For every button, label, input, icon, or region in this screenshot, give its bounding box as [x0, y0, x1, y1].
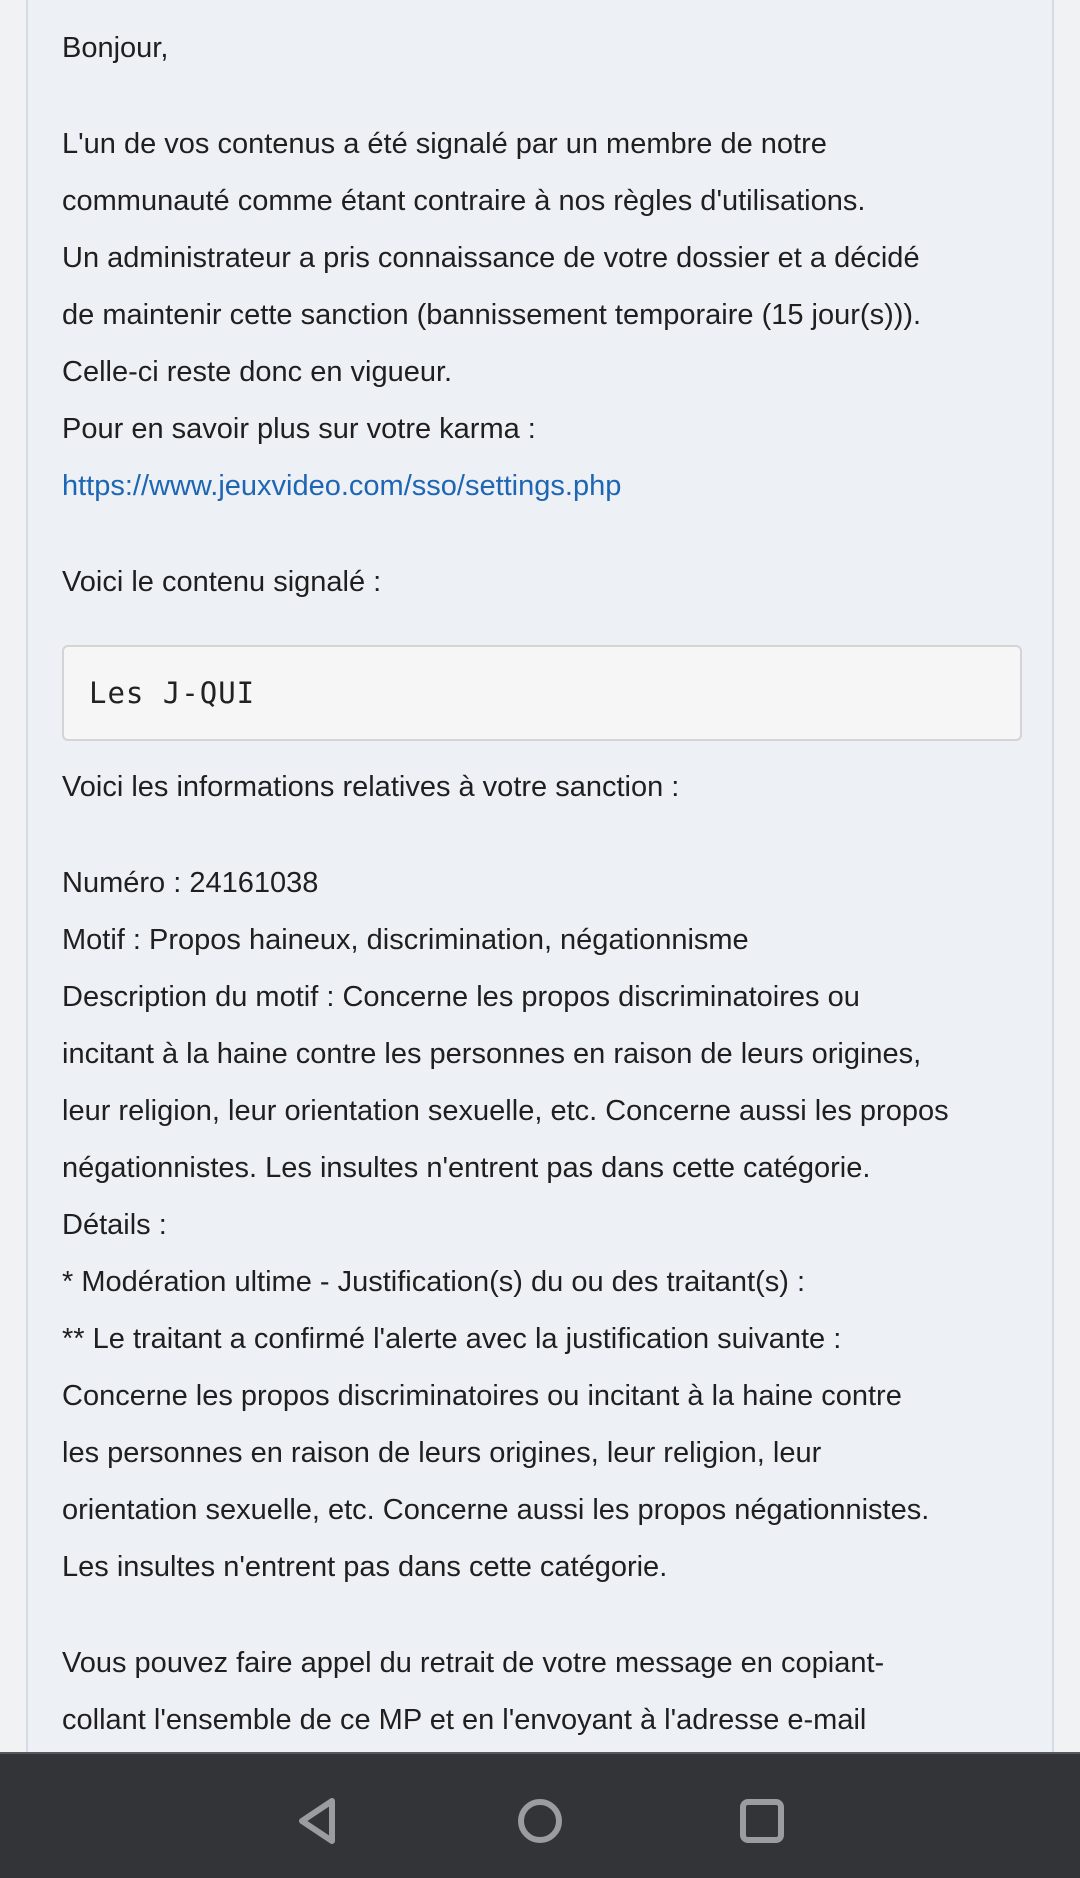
- recent-apps-button[interactable]: [717, 1776, 807, 1866]
- intro-line: Pour en savoir plus sur votre karma :: [62, 413, 536, 445]
- sanction-reason: Motif : Propos haineux, discrimination, négationnisme: [62, 924, 749, 956]
- sanction-detail-line: orientation sexuelle, etc. Concerne aussi les propos négationnistes.: [62, 1494, 930, 1526]
- sanction-description-line: négationnistes. Les insultes n'entrent pas dans cette catégorie.: [62, 1152, 871, 1184]
- spacer: [62, 816, 1052, 855]
- appeal-line: collant l'ensemble de ce MP et en l'envoyant à l'adresse e-mail: [62, 1704, 867, 1736]
- system-navigation-bar: [0, 1752, 1080, 1878]
- sanction-detail-line: * Modération ultime - Justification(s) du ou des traitant(s) :: [62, 1266, 806, 1298]
- spacer: [62, 1596, 1052, 1635]
- home-button[interactable]: [495, 1776, 585, 1866]
- sanction-number: Numéro : 24161038: [62, 867, 319, 899]
- sanction-detail-line: Concerne les propos discriminatoires ou incitant à la haine contre: [62, 1380, 902, 1412]
- intro-line: L'un de vos contenus a été signalé par un membre de notre: [62, 128, 827, 160]
- sanction-details-label: Détails :: [62, 1209, 167, 1241]
- sanction-detail-line: Les insultes n'entrent pas dans cette catégorie.: [62, 1551, 668, 1583]
- intro-line: Un administrateur a pris connaissance de votre dossier et a décidé: [62, 242, 920, 274]
- message-body: [62, 20, 1052, 1749]
- home-circle-icon: [510, 1791, 570, 1851]
- spacer: [62, 611, 1052, 645]
- spacer: [62, 515, 1052, 554]
- greeting-text: Bonjour,: [62, 32, 169, 64]
- reported-content-quote: [62, 645, 1022, 741]
- sanction-description-line: Description du motif : Concerne les propos discriminatoires ou: [62, 981, 860, 1013]
- sanction-detail-line: ** Le traitant a confirmé l'alerte avec la justification suivante :: [62, 1323, 842, 1355]
- intro-line: Celle-ci reste donc en vigueur.: [62, 356, 453, 388]
- recent-apps-square-icon: [732, 1791, 792, 1851]
- reported-content-heading: Voici le contenu signalé :: [62, 566, 382, 598]
- karma-settings-link[interactable]: https://www.jeuxvideo.com/sso/settings.php: [62, 470, 622, 502]
- sanction-detail-line: les personnes en raison de leurs origines, leur religion, leur: [62, 1437, 822, 1469]
- back-triangle-icon: [290, 1791, 350, 1851]
- sanction-heading: Voici les informations relatives à votre sanction :: [62, 771, 680, 803]
- appeal-line: Vous pouvez faire appel du retrait de votre message en copiant-: [62, 1647, 885, 1679]
- reported-content-text: Les J-QUI: [89, 675, 256, 710]
- spacer: [62, 77, 1052, 116]
- sanction-description-line: incitant à la haine contre les personnes en raison de leurs origines,: [62, 1038, 922, 1070]
- private-message-card: [26, 0, 1054, 1752]
- intro-line: communauté comme étant contraire à nos règles d'utilisations.: [62, 185, 866, 217]
- back-button[interactable]: [275, 1776, 365, 1866]
- intro-line: de maintenir cette sanction (bannissement temporaire (15 jour(s))).: [62, 299, 922, 331]
- sanction-description-line: leur religion, leur orientation sexuelle, etc. Concerne aussi les propos: [62, 1095, 949, 1127]
